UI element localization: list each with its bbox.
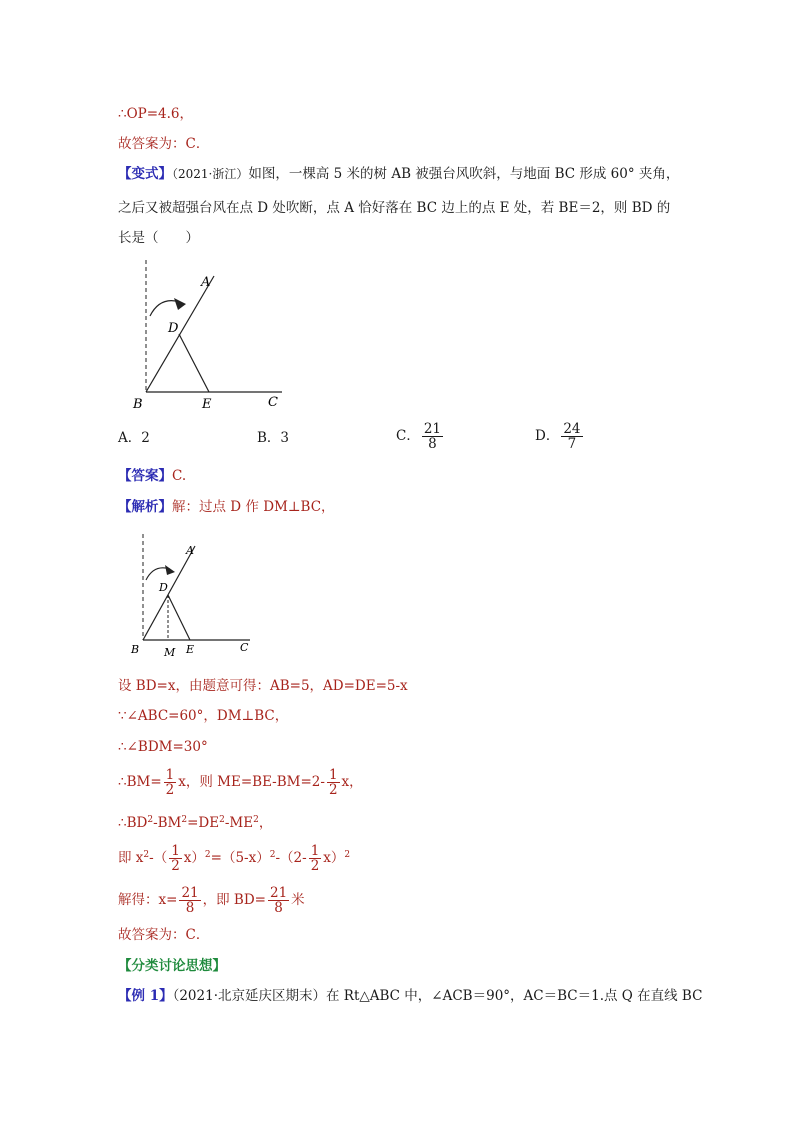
example-tag: 【例 1】 bbox=[118, 988, 173, 1004]
label-c-2: C bbox=[240, 641, 249, 654]
step-7-b: ，即 BD= bbox=[202, 892, 266, 908]
label-a-2: A bbox=[186, 544, 194, 557]
answer-line bbox=[118, 466, 186, 486]
analysis-tag: 【解析】 bbox=[118, 499, 172, 515]
variant-line-1 bbox=[118, 164, 679, 184]
answer-fraction-1 bbox=[179, 886, 200, 915]
exponent: 2 bbox=[344, 850, 351, 860]
label-c: C bbox=[268, 395, 278, 410]
step-7-c: 米 bbox=[291, 892, 305, 908]
fraction-denominator: 8 bbox=[274, 900, 283, 916]
variant-tag: 【变式】 bbox=[118, 166, 172, 182]
step-7-a: 解得：x= bbox=[118, 892, 178, 908]
step-4 bbox=[118, 768, 363, 797]
fraction-numerator: 1 bbox=[171, 843, 180, 859]
arrow-head bbox=[174, 298, 186, 310]
step-5-b: -BM bbox=[153, 815, 182, 831]
option-d-denominator: 7 bbox=[567, 436, 577, 452]
analysis-text: 解：过点 D 作 DM⊥BC， bbox=[172, 499, 335, 515]
example-line bbox=[118, 986, 702, 1006]
step-1: 设 BD=x，由题意可得：AB=5，AD=DE=5-x bbox=[118, 678, 408, 694]
option-d bbox=[535, 422, 585, 451]
step-6-e: -（2- bbox=[275, 850, 307, 866]
option-c bbox=[396, 422, 445, 451]
line-answer-prev: 故答案为：C． bbox=[118, 136, 210, 152]
step-5-a: ∴BD bbox=[118, 815, 148, 831]
variant-line-2: 之后又被超强台风在点 D 处吹断，点 A 恰好落在 BC 边上的点 E 处，若 BE＝2，则 BD 的 bbox=[118, 200, 671, 216]
exponent: 2 bbox=[269, 850, 276, 860]
fraction-numerator: 21 bbox=[269, 885, 288, 901]
option-c-numerator: 21 bbox=[423, 421, 442, 437]
label-b: B bbox=[133, 397, 143, 412]
step-5-d: -ME bbox=[224, 815, 254, 831]
step-6-c: x） bbox=[183, 850, 205, 866]
fraction-denominator: 8 bbox=[185, 900, 195, 916]
fraction-numerator: 1 bbox=[310, 843, 320, 859]
option-a: A．2 bbox=[118, 430, 150, 446]
rotation-arrow bbox=[150, 301, 180, 316]
fraction-denominator: 2 bbox=[310, 858, 320, 874]
line-b-a-2 bbox=[143, 546, 195, 640]
option-c-label: C． bbox=[396, 428, 420, 444]
exponent: 2 bbox=[143, 850, 150, 860]
option-d-numerator: 24 bbox=[563, 421, 581, 437]
fraction-denominator: 2 bbox=[171, 858, 180, 874]
exponent: 2 bbox=[204, 850, 211, 860]
label-e: E bbox=[202, 397, 212, 412]
option-b: B．3 bbox=[257, 430, 290, 446]
answer-value: C. bbox=[172, 468, 187, 484]
step-5-e: ， bbox=[258, 815, 273, 831]
half-fraction-1 bbox=[164, 768, 177, 797]
example-text: （2021·北京延庆区期末）在 Rt△ABC 中，∠ACB＝90°，AC＝BC＝1.点 Q 在直线 BC bbox=[172, 988, 703, 1004]
step-7 bbox=[118, 886, 305, 915]
option-d-label: D． bbox=[535, 428, 560, 444]
exponent: 2 bbox=[181, 815, 188, 825]
conclusion-line: 故答案为：C． bbox=[118, 927, 210, 943]
figure-2 bbox=[128, 532, 263, 660]
step-5-c: =DE bbox=[187, 815, 220, 831]
option-c-fraction bbox=[422, 422, 443, 451]
exponent: 2 bbox=[253, 815, 259, 825]
section-heading: 【分类讨论思想】 bbox=[118, 958, 226, 974]
step-4-a: ∴BM= bbox=[118, 774, 162, 790]
line-b-a bbox=[146, 276, 214, 392]
step-6 bbox=[118, 844, 350, 873]
arrow-head-2 bbox=[165, 565, 175, 575]
option-d-fraction bbox=[561, 422, 582, 451]
half-fraction-4 bbox=[309, 844, 322, 873]
label-m: M bbox=[164, 646, 176, 659]
line-d-e bbox=[179, 334, 209, 392]
answer-fraction-2 bbox=[268, 886, 289, 915]
analysis-line bbox=[118, 497, 335, 517]
fraction-denominator: 2 bbox=[328, 782, 338, 798]
label-d-2: D bbox=[159, 581, 168, 594]
step-5 bbox=[118, 810, 272, 833]
figure-1 bbox=[128, 258, 298, 414]
exponent: 2 bbox=[219, 815, 225, 825]
answer-tag: 【答案】 bbox=[118, 468, 172, 484]
label-e-2: E bbox=[186, 643, 195, 656]
line-d-e-2 bbox=[168, 595, 190, 640]
label-a: A bbox=[201, 275, 211, 290]
fraction-numerator: 1 bbox=[165, 767, 175, 783]
label-d: D bbox=[168, 321, 179, 336]
step-6-a: 即 x bbox=[118, 850, 144, 866]
variant-source: （2021·浙江） bbox=[172, 167, 249, 181]
step-3: ∴∠BDM=30° bbox=[118, 739, 208, 755]
exponent: 2 bbox=[147, 815, 154, 825]
fraction-denominator: 2 bbox=[165, 782, 175, 798]
half-fraction-2 bbox=[327, 768, 340, 797]
step-6-f: x） bbox=[323, 850, 345, 866]
step-4-b: x，则 ME=BE-BM=2- bbox=[178, 774, 325, 790]
variant-line-3: 长是（ ） bbox=[118, 230, 199, 246]
fraction-numerator: 21 bbox=[181, 885, 199, 901]
step-2: ∵∠ABC=60°，DM⊥BC， bbox=[118, 708, 289, 724]
half-fraction-3 bbox=[169, 844, 182, 873]
variant-text-1: 如图，一棵高 5 米的树 AB 被强台风吹斜，与地面 BC 形成 60° 夹角， bbox=[248, 166, 680, 182]
label-b-2: B bbox=[131, 643, 140, 656]
line-op-result: ∴OP=4.6， bbox=[118, 106, 194, 122]
step-4-c: x， bbox=[341, 774, 363, 790]
fraction-numerator: 1 bbox=[328, 767, 338, 783]
step-6-b: -（ bbox=[149, 850, 168, 866]
option-c-denominator: 8 bbox=[428, 436, 437, 452]
step-6-d: =（5-x） bbox=[210, 850, 270, 866]
